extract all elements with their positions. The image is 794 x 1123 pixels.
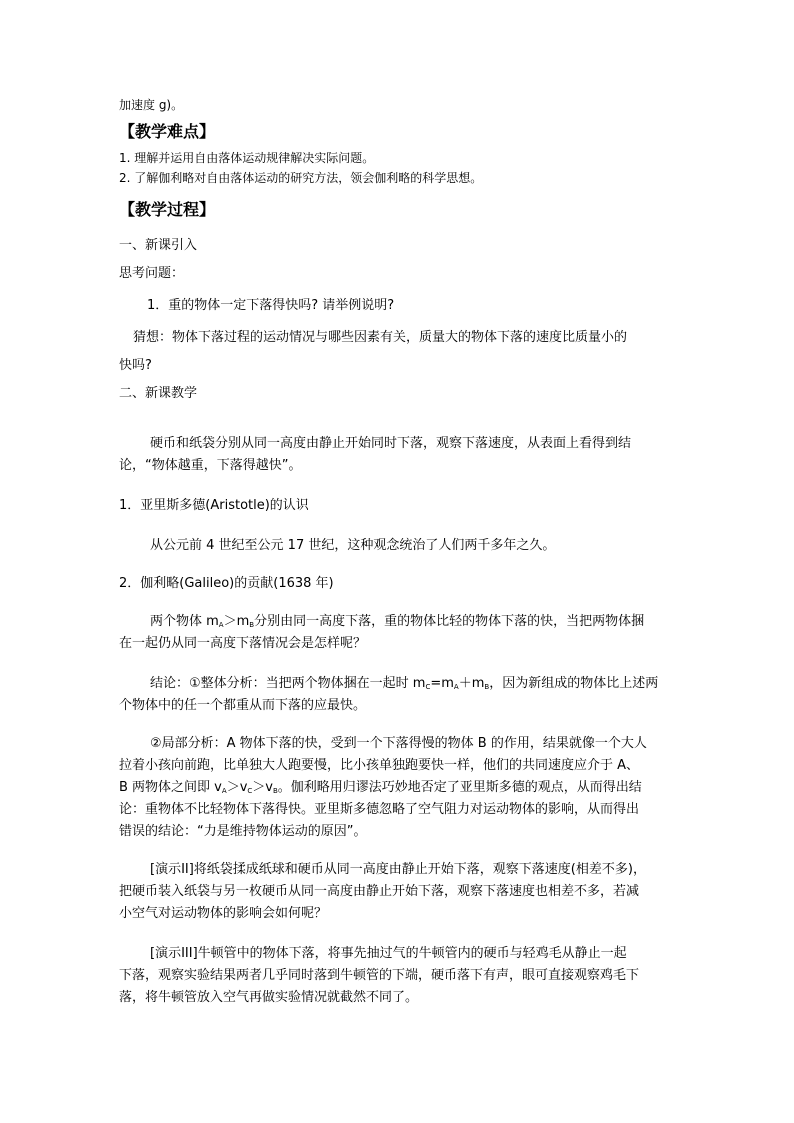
- subscript: B: [249, 621, 255, 629]
- paragraph-line: 在一起仍从同一高度下落情况会是怎样呢？: [119, 636, 367, 651]
- text-run: B 两物体之间即 v: [119, 780, 222, 795]
- paragraph-line: ②局部分析：A 物体下落的快，受到一个下落得慢的物体 B 的作用，结果就像一个大人: [150, 736, 647, 751]
- paragraph-line: [演示III]牛顿管中的物体下落，将事先抽过气的牛顿管内的硬币与轻鸡毛从静止一起: [150, 946, 627, 961]
- paragraph-line: [150, 676, 658, 695]
- subsection-heading: 一、新课引入: [119, 238, 198, 253]
- paragraph-line: 落，将牛顿管放入空气再做实验情况就截然不同了。: [119, 990, 419, 1005]
- list-item: 1. 理解并运用自由落体运动规律解决实际问题。: [119, 151, 375, 165]
- text-run: 两个物体 m: [150, 614, 219, 629]
- paragraph-line: 把硬币装入纸袋与另一枚硬币从同一高度由静止开始下落，观察下落速度也相差不多，若减: [119, 884, 640, 899]
- subscript: B: [272, 787, 278, 795]
- paragraph-line: 错误的结论：“力是维持物体运动的原因”。: [119, 824, 367, 839]
- text-run: ＞v: [252, 780, 273, 795]
- text-run: =m: [430, 676, 454, 691]
- text-run: 。伽利略用归谬法巧妙地否定了亚里斯多德的观点，从而得出结: [277, 780, 642, 795]
- numbered-heading: 2．伽利略(Galileo)的贡献(1638 年): [119, 576, 334, 591]
- list-item: 2. 了解伽利略对自由落体运动的研究方法，领会伽利略的科学思想。: [119, 171, 483, 185]
- text-run: 结论：①整体分析：当把两个物体捆在一起时 m: [150, 676, 426, 691]
- text-run: ＞m: [223, 614, 250, 629]
- subsection-heading: 二、新课教学: [119, 386, 198, 401]
- subscript: A: [453, 683, 459, 691]
- paragraph-line: [150, 614, 644, 633]
- text-line: 思考问题：: [119, 266, 185, 281]
- subscript: A: [218, 621, 224, 629]
- subscript: C: [425, 683, 431, 691]
- text-run: ，因为新组成的物体比上述两: [489, 676, 659, 691]
- paragraph-line: 拉着小孩向前跑，比单独大人跑要慢，比小孩单独跑要快一样，他们的共同速度应介于 A、: [119, 758, 640, 773]
- paragraph-line: 小空气对运动物体的影响会如何呢？: [119, 906, 328, 921]
- section-heading-teaching-difficulty: 【教学难点】: [119, 122, 216, 141]
- paragraph-line: 论：重物体不比轻物体下落得快。亚里斯多德忽略了空气阻力对运动物体的影响，从而得出: [119, 802, 640, 817]
- section-heading-teaching-process: 【教学过程】: [119, 200, 216, 219]
- paragraph-line: 从公元前 4 世纪至公元 17 世纪，这种观念统治了人们两千多年之久。: [150, 538, 556, 553]
- paragraph-line: [演示II]将纸袋揉成纸球和硬币从同一高度由静止开始下落，观察下落速度(相差不多)，: [150, 862, 646, 877]
- paragraph-line: 猜想：物体下落过程的运动情况与哪些因素有关，质量大的物体下落的速度比质量小的: [133, 330, 628, 345]
- subscript: C: [247, 787, 253, 795]
- numbered-heading: 1．亚里斯多德(Aristotle)的认识: [119, 498, 309, 513]
- paragraph-line: [119, 780, 642, 799]
- paragraph-line: 论，“物体越重，下落得越快”。: [119, 458, 302, 473]
- question-item: 1．重的物体一定下落得快吗? 请举例说明?: [147, 298, 395, 313]
- paragraph-line: 快吗?: [119, 358, 152, 373]
- subscript: B: [484, 683, 490, 691]
- text-run: ＋m: [458, 676, 485, 691]
- text-run: ＞v: [226, 780, 248, 795]
- subscript: A: [221, 787, 227, 795]
- paragraph-line: 下落，观察实验结果两者几乎同时落到牛顿管的下端，硬币落下有声，眼可直接观察鸡毛下: [119, 968, 640, 983]
- text-run: 分别由同一高度下落，重的物体比轻的物体下落的快，当把两物体捆: [254, 614, 645, 629]
- text-line: 加速度 g)。: [119, 98, 184, 112]
- paragraph-line: 硬币和纸袋分别从同一高度由静止开始同时下落，观察下落速度，从表面上看得到结: [150, 436, 632, 451]
- paragraph-line: 个物体中的任一个都重从而下落的应最快。: [119, 698, 367, 713]
